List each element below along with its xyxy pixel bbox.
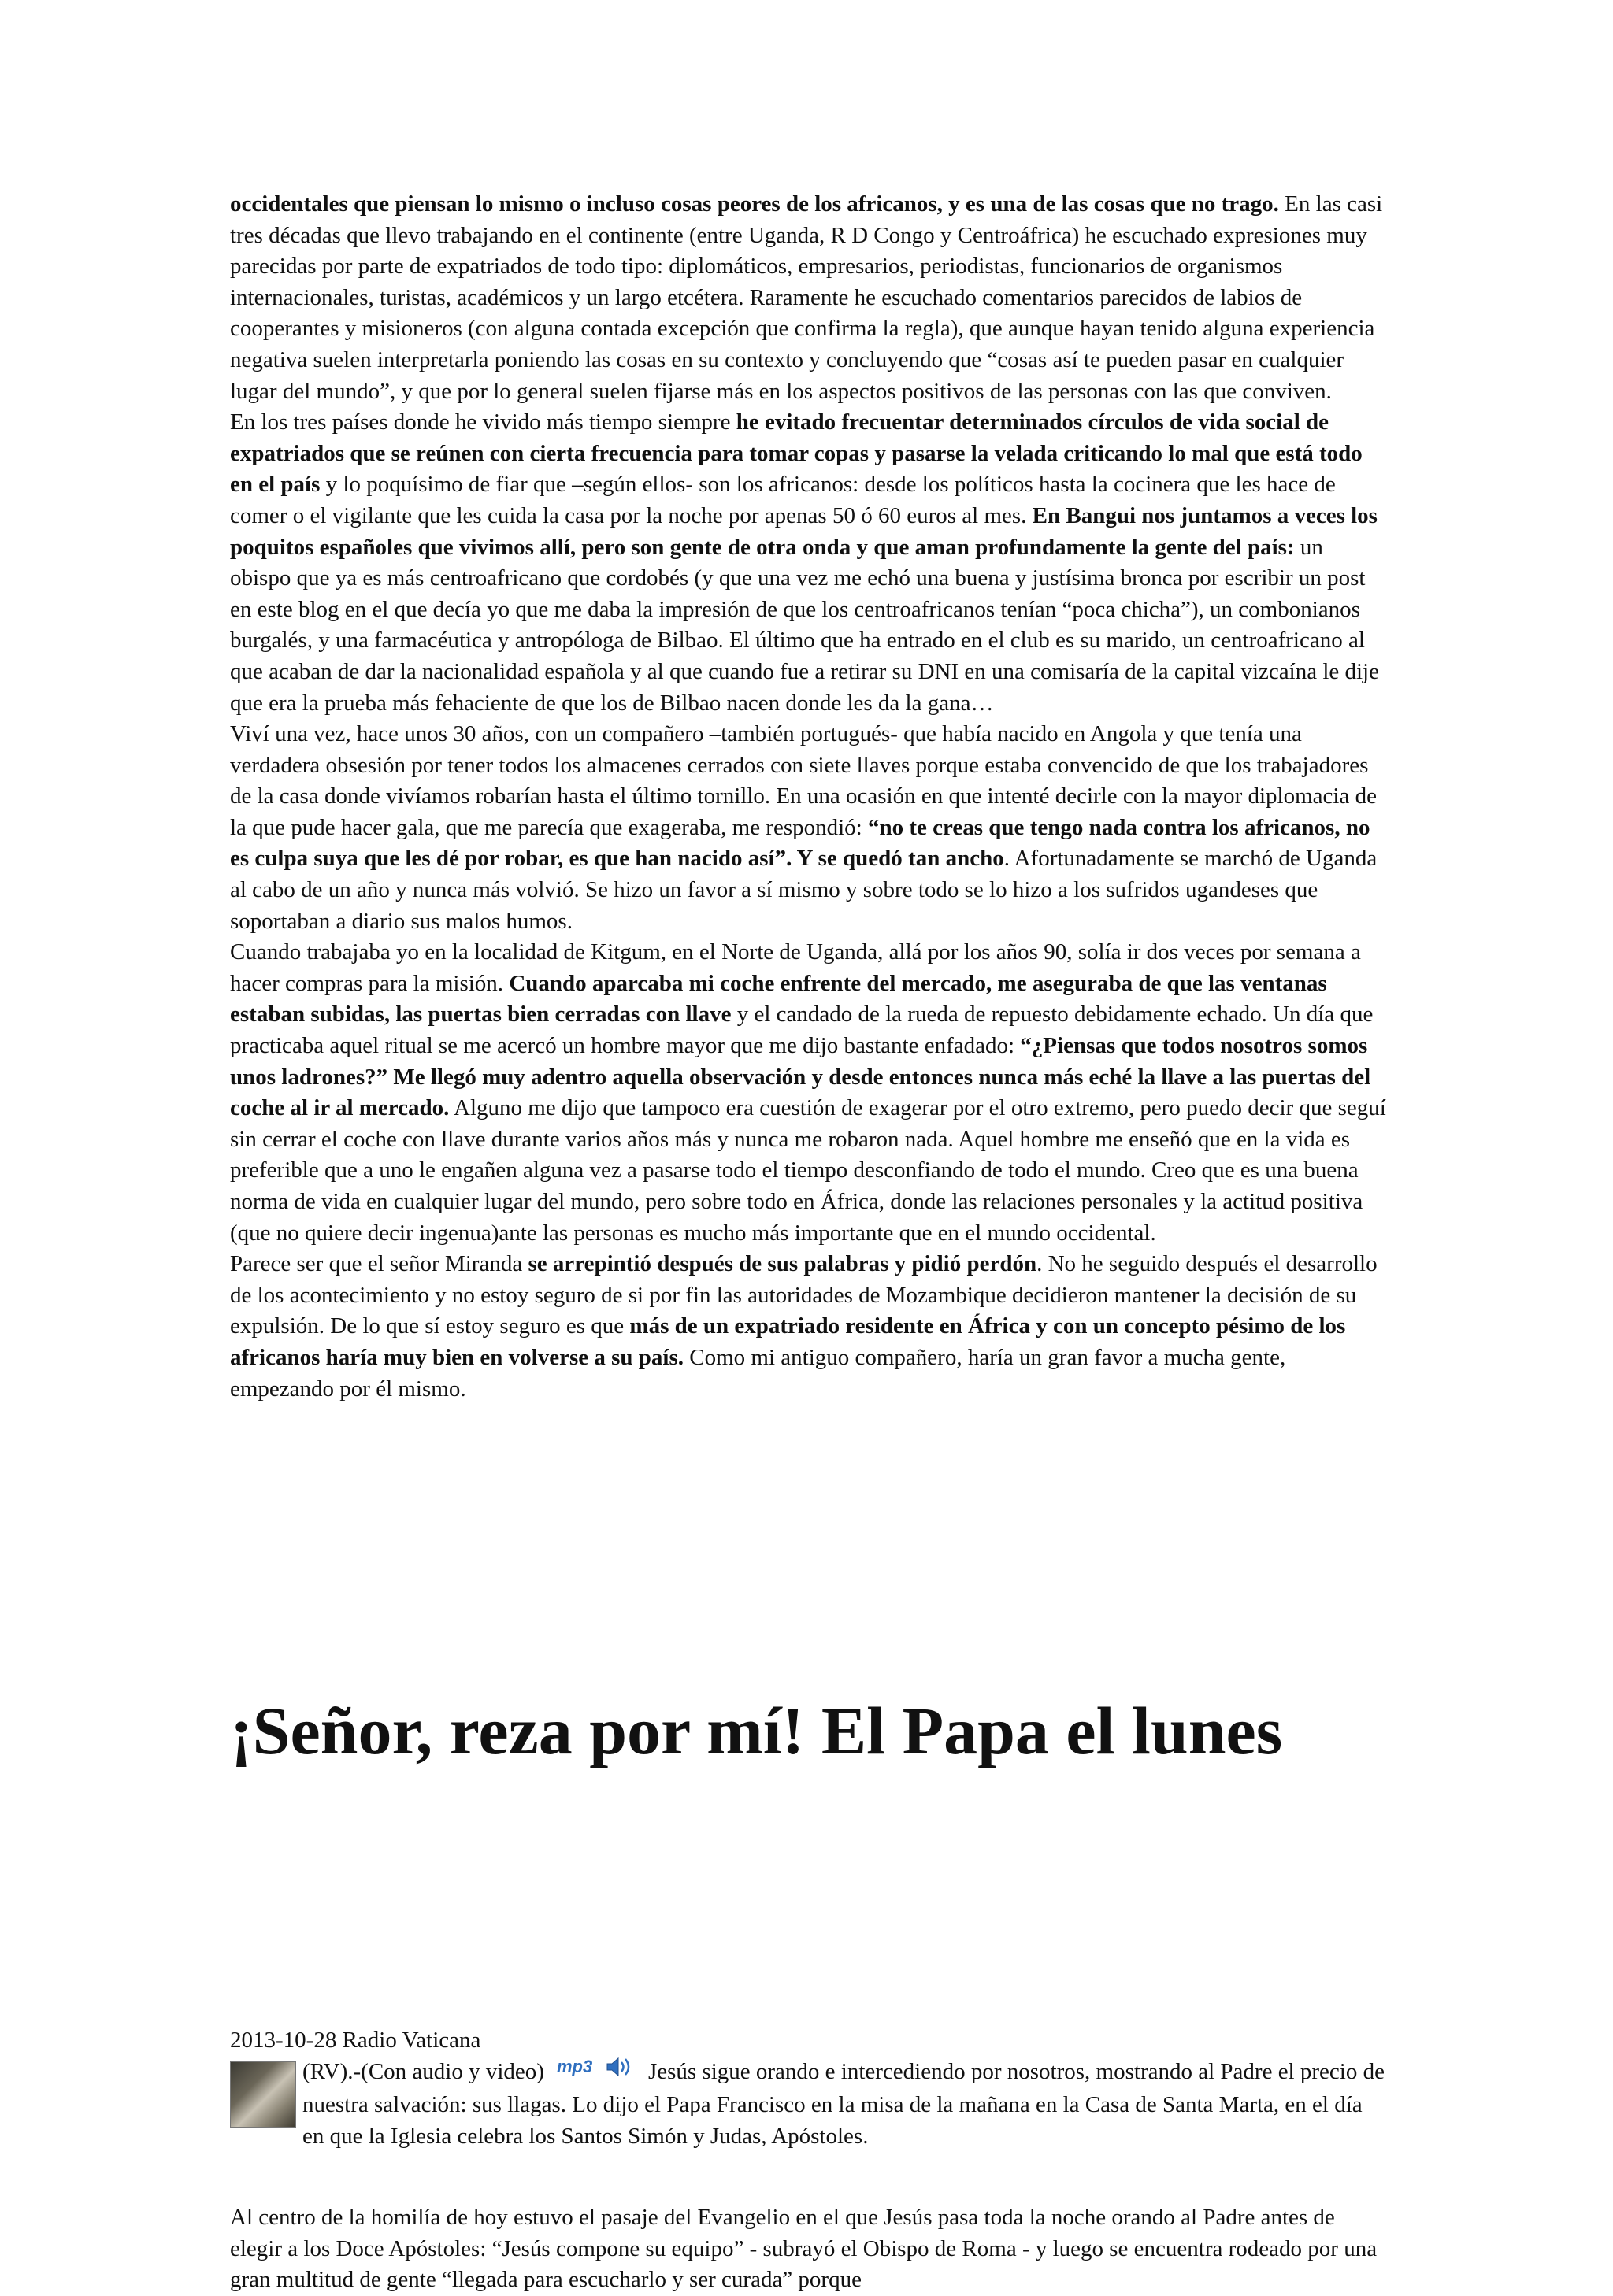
bold-span: “¿Piensas que todos nosotros somos unos ladrones?” Me llegó muy adentro aquella observación y desde entonces nunca más eché la llave a las puertas del coche al ir al mercado. bbox=[230, 1033, 1371, 1121]
text-span: un obispo que ya es más centroafricano que cordobés (y que una vez me echó una buena y justísima bronca por escribir un post en este blog en el que decía yo que me daba la impresión de que los centroafricanos tenían “poca chicha”), un combonianos burgalés, y una farmacéutica y antropóloga de Bilbao. El último que ha entrado en el club es su marido, un centroafricano al que acaban de dar la nacionalidad española y al que cuando fue a retirar su DNI en una comisaría de la capital vizcaína le dije que era la prueba más fehaciente de que los de Bilbao nacen donde les da la gana… bbox=[230, 534, 1379, 716]
article2-source: Radio Vaticana bbox=[342, 2028, 481, 2053]
text-span: Como mi antiguo compañero, haría un gran favor a mucha gente, empezando por él mismo. bbox=[230, 1344, 1286, 1402]
mp3-label: mp3 bbox=[556, 2056, 593, 2076]
bold-span: Cuando aparcaba mi coche enfrente del mercado, me aseguraba de que las ventanas estaban subidas, las puertas bien cerradas con llave bbox=[230, 970, 1327, 1028]
text-span: Parece ser que el señor Miranda bbox=[230, 1251, 528, 1277]
article1-paragraph-4 bbox=[230, 937, 1388, 1249]
text-span: y el candado de la rueda de repuesto debidamente echado. Un día que practicaba aquel ritual se me acercó un hombre mayor que me dijo bastante enfadado: bbox=[230, 1002, 1374, 1059]
text-span: Viví una vez, hace unos 30 años, con un compañero –también portugués- que había nacido en Angola y que tenía una verdadera obsesión por tener todos los almacenes cerrados con siete llaves porque estaba convencido de que los trabajadores de la casa donde vivíamos robarían hasta el último tornillo. En una ocasión en que intenté decirle con la mayor diplomacia de la que pude hacer gala, que me parecía que exageraba, me respondió: bbox=[230, 721, 1377, 840]
text-span: . Afortunadamente se marchó de Uganda al cabo de un año y nunca más volvió. Se hizo un favor a sí mismo y sobre todo se lo hizo a los sufridos ugandeses que soportaban a diario sus malos humos. bbox=[230, 846, 1378, 934]
speaker-icon bbox=[555, 2055, 642, 2079]
text-span: Cuando trabajaba yo en la localidad de Kitgum, en el Norte de Uganda, allá por los años 90, solía ir dos veces por semana a hacer compras para la misión. bbox=[230, 939, 1361, 996]
lead-text: Jesús sigue orando e intercediendo por nosotros, mostrando al Padre el precio de nuestra salvación: sus llagas. Lo dijo el Papa Francisco en la misa de la mañana en la Casa de Santa Marta, en el día en que la Iglesia celebra los Santos Simón y Judas, Apóstoles. bbox=[302, 2059, 1385, 2149]
text-span: Alguno me dijo que tampoco era cuestión de exagerar por el otro extremo, pero puedo decir que seguí sin cerrar el coche con llave durante varios años más y nunca me robaron nada. Aquel hombre me enseñó que en la vida es preferible que a uno le engañen alguna vez a pasarse todo el tiempo desconfiando de todo el mundo. Creo que es una buena norma de vida en cualquier lugar del mundo, pero sobre todo en África, donde las relaciones personales y la actitud positiva (que no quiere decir ingenua)ante las personas es mucho más importante que en el mundo occidental. bbox=[230, 1095, 1386, 1246]
article2-paragraph-1: Al centro de la homilía de hoy estuvo el pasaje del Evangelio en el que Jesús pasa toda la noche orando al Padre antes de elegir a los Doce Apóstoles: “Jesús compone su equipo” - subrayó el Obispo de Roma - y luego se encuentra rodeado por una gran multitud de gente “llegada para escucharlo y ser curada” porque bbox=[230, 2205, 1378, 2293]
text-span: . No he seguido después el desarrollo de los acontecimiento y no estoy seguro de si por fin las autoridades de Mozambique decidieron mantener la decisión de su expulsión. De lo que sí estoy seguro es que bbox=[230, 1251, 1378, 1339]
bold-span: “no te creas que tengo nada contra los africanos, no es culpa suya que les dé por robar, es que han nacido así”. Y se quedó tan ancho bbox=[230, 814, 1370, 872]
article1-paragraph-5 bbox=[230, 1249, 1388, 1405]
document-page bbox=[230, 189, 1388, 2293]
article2-meta bbox=[230, 2025, 480, 2057]
text-span: y lo poquísimo de fiar que –según ellos- son los africanos: desde los políticos hasta la cocinera que les hace de comer o el vigilante que les cuida la casa por la noche por apenas 50 ó 60 euros al mes. bbox=[230, 472, 1336, 528]
bold-span: más de un expatriado residente en África y con un concepto pésimo de los africanos haría muy bien en volverse a su país. bbox=[230, 1313, 1346, 1370]
bold-span: se arrepintió después de sus palabras y pidió perdón bbox=[528, 1251, 1037, 1277]
article1-paragraph-1 bbox=[230, 189, 1388, 407]
bold-span: he evitado frecuentar determinados círculos de vida social de expatriados que se reúnen con cierta frecuencia para tomar copas y pasarse la velada criticando lo mal que está todo en el país bbox=[230, 409, 1363, 498]
bold-span: occidentales que piensan lo mismo o incluso cosas peores de los africanos, y es una de las cosas que no trago. bbox=[230, 191, 1279, 217]
article2-title: ¡Señor, reza por mí! El Papa el lunes bbox=[230, 1693, 1283, 1768]
bold-span: En Bangui nos juntamos a veces los poquitos españoles que vivimos allí, pero son gente de otra onda y que aman profundamente la gente del país: bbox=[230, 502, 1378, 560]
article-thumbnail[interactable] bbox=[230, 2061, 296, 2128]
lead-prefix: (RV).-(Con audio y video) bbox=[302, 2059, 544, 2084]
article2-lead-text bbox=[302, 2057, 1389, 2152]
text-span: En las casi tres décadas que llevo trabajando en el continente (entre Uganda, R D Congo y Centroáfrica) he escuchado expresiones muy parecidas por parte de expatriados de todo tipo: diplomáticos, empresarios, periodistas, funcionarios de organismos internacionales, turistas, académicos y un largo etcétera. Raramente he escuchado comentarios parecidos de labios de cooperantes y misioneros (con alguna contada excepción que confirma la regla), que aunque hayan tenido alguna experiencia negativa suelen interpretarla poniendo las cosas en su contexto y concluyendo que “cosas así te pueden pasar en cualquier lugar del mundo”, y que por lo general suelen fijarse más en los aspectos positivos de las personas con las que conviven. bbox=[230, 191, 1383, 404]
text-span: En los tres países donde he vivido más tiempo siempre bbox=[230, 409, 736, 435]
mp3-audio-icon[interactable] bbox=[555, 2055, 642, 2088]
article1-paragraph-2 bbox=[230, 407, 1388, 719]
article2-date: 2013-10-28 bbox=[230, 2028, 337, 2053]
article1-paragraph-3 bbox=[230, 719, 1388, 937]
